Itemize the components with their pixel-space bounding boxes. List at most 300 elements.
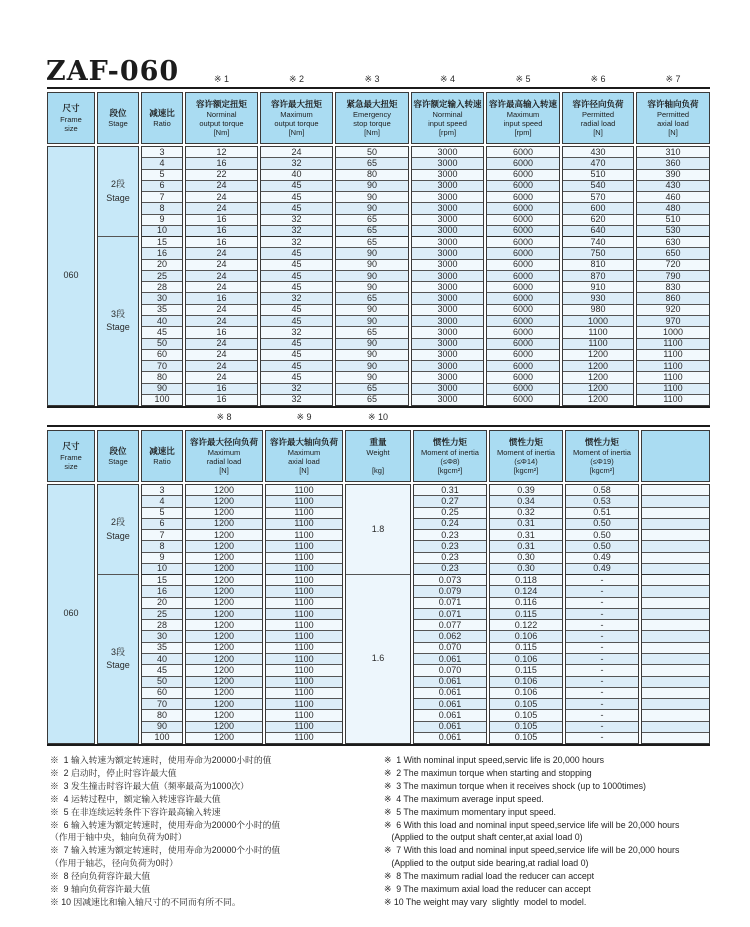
data-cell: 6000 bbox=[487, 214, 559, 225]
data-cell: 8 bbox=[142, 202, 182, 213]
frame-size-column bbox=[47, 484, 95, 744]
data-cell: 1200 bbox=[186, 563, 262, 574]
data-cell: 1100 bbox=[266, 485, 342, 495]
header-line: radial load bbox=[206, 457, 242, 467]
data-cell: 90 bbox=[336, 191, 408, 202]
data-cell: 28 bbox=[142, 281, 182, 292]
data-cell: 3000 bbox=[412, 304, 483, 315]
column-header bbox=[565, 430, 639, 482]
data-cell: 470 bbox=[563, 157, 633, 168]
data-cell: 24 bbox=[186, 338, 257, 349]
footnote-marker bbox=[97, 71, 139, 85]
footnotes-chinese: ※ 1 输入转速为额定转速时，使用寿命为20000小时的值 ※ 2 启动时，停止时容许最大值 ※ 3 发生撞击时容许最大值（频率最高为1000次） ※ 4 运转过程中，额定输入转速容许最大值 ※ 5 在非连续运转条件下容许最高输入转速 ※ 6 输入转速为额定转速时，使用寿命为20000个小时的值 （作用于轴中央，轴向负荷为0时） ※ 7 输入转速为额定转速时，使用寿命为20000个小时的值 （作用于轴芯，径向负荷为0时） ※ 8 径向负荷容许最大值 ※ 9 轴向负荷容许最大值 ※ 10 因减速比和输入轴尺寸的不同而有所不同。 bbox=[50, 755, 281, 907]
data-cell: 0.23 bbox=[414, 540, 486, 551]
data-cell: 1200 bbox=[186, 709, 262, 720]
data-cell: 1200 bbox=[186, 687, 262, 698]
data-cell: 45 bbox=[261, 259, 332, 270]
data-cell: 1200 bbox=[186, 574, 262, 585]
data-cell: 1100 bbox=[266, 619, 342, 630]
data-cell: 1100 bbox=[637, 338, 709, 349]
data-cell bbox=[642, 552, 709, 563]
data-cell bbox=[642, 721, 709, 732]
header-line: 减速比 bbox=[149, 445, 175, 456]
data-cell: 65 bbox=[336, 157, 408, 168]
footnote-marker bbox=[641, 409, 710, 423]
footnote-marker bbox=[141, 71, 183, 85]
data-cell: 32 bbox=[261, 383, 332, 394]
data-cell: 80 bbox=[142, 709, 182, 720]
data-cell: 0.071 bbox=[414, 608, 486, 619]
merged-cell-line: 1.8 bbox=[371, 523, 385, 534]
data-cell: - bbox=[566, 664, 638, 675]
data-cell: 24 bbox=[186, 349, 257, 360]
column-header bbox=[641, 430, 710, 482]
data-cell: 3000 bbox=[412, 326, 483, 337]
nominal-input-speed-column bbox=[411, 146, 484, 406]
header-line: Stage bbox=[108, 119, 128, 129]
data-cell: 24 bbox=[186, 281, 257, 292]
header-line: Emergency bbox=[353, 110, 391, 120]
data-cell: 16 bbox=[186, 236, 257, 247]
table-top-rule bbox=[47, 87, 710, 89]
data-cell: - bbox=[566, 653, 638, 664]
data-cell: 1100 bbox=[266, 574, 342, 585]
data-cell: 870 bbox=[563, 270, 633, 281]
data-cell: 0.115 bbox=[490, 664, 562, 675]
header-line: Frame bbox=[60, 452, 82, 462]
data-cell: 1200 bbox=[186, 540, 262, 551]
data-cell: 16 bbox=[142, 247, 182, 258]
column-header bbox=[141, 430, 183, 482]
data-cell: 0.079 bbox=[414, 585, 486, 596]
footnote-marker: ※ 10 bbox=[367, 412, 389, 422]
header-line: 紧急最大扭矩 bbox=[346, 98, 398, 109]
data-cell: 970 bbox=[637, 315, 709, 326]
data-cell: 6000 bbox=[487, 304, 559, 315]
header-line: [N] bbox=[299, 466, 309, 476]
data-cell: 45 bbox=[261, 270, 332, 281]
data-cell bbox=[642, 529, 709, 540]
empty-column bbox=[641, 484, 710, 744]
data-cell: 24 bbox=[186, 191, 257, 202]
data-cell: 0.27 bbox=[414, 495, 486, 506]
data-cell: 1100 bbox=[563, 338, 633, 349]
header-line: Moment of inertia bbox=[421, 448, 479, 458]
data-cell: 0.115 bbox=[490, 608, 562, 619]
data-cell: 100 bbox=[142, 394, 182, 405]
data-cell: 90 bbox=[336, 247, 408, 258]
data-cell: - bbox=[566, 676, 638, 687]
data-cell: 620 bbox=[563, 214, 633, 225]
data-cell: 1200 bbox=[563, 383, 633, 394]
data-cell: 1200 bbox=[186, 529, 262, 540]
data-cell: 0.32 bbox=[490, 507, 562, 518]
data-cell: 0.062 bbox=[414, 630, 486, 641]
data-cell: 1100 bbox=[637, 349, 709, 360]
data-cell: 90 bbox=[336, 371, 408, 382]
data-cell: 1100 bbox=[266, 552, 342, 563]
data-cell: 0.23 bbox=[414, 529, 486, 540]
data-cell: 3000 bbox=[412, 281, 483, 292]
data-cell: 1200 bbox=[186, 597, 262, 608]
data-cell: 25 bbox=[142, 608, 182, 619]
data-cell: 50 bbox=[336, 147, 408, 157]
header-line: 减速比 bbox=[149, 107, 175, 118]
data-cell: 1100 bbox=[266, 687, 342, 698]
data-cell: 980 bbox=[563, 304, 633, 315]
data-cell: - bbox=[566, 698, 638, 709]
data-cell: 0.106 bbox=[490, 653, 562, 664]
data-cell: 45 bbox=[142, 326, 182, 337]
data-cell: 24 bbox=[186, 247, 257, 258]
data-cell: 16 bbox=[142, 585, 182, 596]
data-cell: 1000 bbox=[637, 326, 709, 337]
data-cell: 1100 bbox=[266, 529, 342, 540]
data-cell: 1200 bbox=[186, 698, 262, 709]
table-marker-row bbox=[47, 409, 710, 423]
data-cell: 1100 bbox=[266, 630, 342, 641]
header-line: 尺寸 bbox=[62, 441, 80, 452]
data-cell: 510 bbox=[563, 169, 633, 180]
footnote-marker: ※ 9 bbox=[296, 412, 312, 422]
maximum-input-speed-column bbox=[486, 146, 560, 406]
header-line: radial load bbox=[580, 119, 616, 129]
header-line: 容许额定输入转速 bbox=[413, 98, 482, 109]
data-cell: 3000 bbox=[412, 360, 483, 371]
data-cell: 12 bbox=[186, 147, 257, 157]
stage-column bbox=[97, 484, 139, 744]
data-cell bbox=[642, 597, 709, 608]
header-line: output torque bbox=[199, 119, 244, 129]
data-cell: 1200 bbox=[186, 732, 262, 743]
data-cell: 3000 bbox=[412, 315, 483, 326]
table-header-row bbox=[47, 430, 710, 482]
header-line: [kg] bbox=[371, 466, 385, 476]
data-cell: 32 bbox=[261, 214, 332, 225]
data-cell: 6000 bbox=[487, 169, 559, 180]
data-cell: 1200 bbox=[186, 585, 262, 596]
header-line: [rpm] bbox=[438, 128, 457, 138]
header-line: 重量 bbox=[369, 436, 387, 447]
data-cell: 1000 bbox=[563, 315, 633, 326]
data-cell: 24 bbox=[186, 259, 257, 270]
data-cell: 90 bbox=[336, 349, 408, 360]
column-header bbox=[265, 430, 343, 482]
data-cell: 16 bbox=[186, 214, 257, 225]
merged-cell-line: 1.6 bbox=[371, 653, 385, 664]
data-cell: - bbox=[566, 574, 638, 585]
data-cell: 1200 bbox=[186, 619, 262, 630]
data-cell: 3000 bbox=[412, 292, 483, 303]
data-cell: 45 bbox=[261, 349, 332, 360]
header-line: Ratio bbox=[153, 457, 171, 467]
data-cell: 1100 bbox=[637, 360, 709, 371]
data-cell: 1200 bbox=[186, 642, 262, 653]
data-cell: 3000 bbox=[412, 383, 483, 394]
data-cell: 24 bbox=[186, 315, 257, 326]
data-cell: 3000 bbox=[412, 349, 483, 360]
data-cell: 480 bbox=[637, 202, 709, 213]
permitted-radial-load-column bbox=[562, 146, 634, 406]
header-line: Stage bbox=[108, 457, 128, 467]
data-cell: 0.49 bbox=[566, 552, 638, 563]
data-cell: 390 bbox=[637, 169, 709, 180]
data-cell bbox=[642, 540, 709, 551]
data-cell: 6000 bbox=[487, 157, 559, 168]
data-cell: 1100 bbox=[266, 653, 342, 664]
data-cell: 32 bbox=[261, 326, 332, 337]
data-cell: 65 bbox=[336, 292, 408, 303]
data-cell: 650 bbox=[637, 247, 709, 258]
header-line: 惯性力矩 bbox=[432, 436, 467, 447]
data-cell: 0.061 bbox=[414, 721, 486, 732]
data-cell: 45 bbox=[261, 191, 332, 202]
column-header bbox=[562, 92, 634, 144]
merged-cell-line: 060 bbox=[63, 608, 79, 619]
emergency-stop-torque-column bbox=[335, 146, 409, 406]
data-cell: - bbox=[566, 687, 638, 698]
data-cell: 920 bbox=[637, 304, 709, 315]
data-cell: 0.073 bbox=[414, 574, 486, 585]
data-cell: 6000 bbox=[487, 315, 559, 326]
header-line: 容许轴向负荷 bbox=[647, 98, 699, 109]
data-cell: 9 bbox=[142, 552, 182, 563]
data-cell: 1200 bbox=[186, 676, 262, 687]
data-cell: 6000 bbox=[487, 202, 559, 213]
data-cell: 90 bbox=[336, 338, 408, 349]
ratio-column bbox=[141, 146, 183, 406]
header-line: axial load bbox=[657, 119, 689, 129]
data-cell: 860 bbox=[637, 292, 709, 303]
table-bottom-rule bbox=[47, 406, 710, 408]
header-line: [kgcm²] bbox=[589, 466, 615, 476]
data-cell: 7 bbox=[142, 191, 182, 202]
footnote-marker: ※ 7 bbox=[665, 74, 681, 84]
header-line: 段位 bbox=[109, 107, 127, 118]
merged-cell-line: 060 bbox=[63, 270, 79, 281]
data-cell: 3000 bbox=[412, 191, 483, 202]
header-line: Moment of inertia bbox=[497, 448, 555, 458]
data-cell: 4 bbox=[142, 495, 182, 506]
header-line: [rpm] bbox=[514, 128, 532, 138]
maximum-radial-load-column bbox=[185, 484, 263, 744]
data-cell: 65 bbox=[336, 383, 408, 394]
data-cell: 6000 bbox=[487, 338, 559, 349]
data-cell: 24 bbox=[186, 371, 257, 382]
merged-cell bbox=[48, 485, 94, 743]
data-cell: 24 bbox=[186, 304, 257, 315]
data-cell: 45 bbox=[261, 180, 332, 191]
data-cell: 65 bbox=[336, 326, 408, 337]
data-cell: 0.24 bbox=[414, 518, 486, 529]
header-line: Maximum bbox=[280, 110, 313, 120]
data-cell: 45 bbox=[261, 371, 332, 382]
header-line: Maximum bbox=[506, 110, 540, 120]
data-cell: 5 bbox=[142, 169, 182, 180]
data-cell: 65 bbox=[336, 225, 408, 236]
footnote-marker bbox=[47, 71, 95, 85]
column-header bbox=[345, 430, 411, 482]
merged-cell-line: Stage bbox=[106, 192, 130, 203]
data-cell bbox=[642, 676, 709, 687]
data-cell: 1100 bbox=[266, 585, 342, 596]
data-cell: 0.070 bbox=[414, 642, 486, 653]
data-cell: 0.124 bbox=[490, 585, 562, 596]
data-cell: - bbox=[566, 721, 638, 732]
data-cell: - bbox=[566, 585, 638, 596]
merged-cell-line: Stage bbox=[106, 322, 130, 333]
data-cell: 45 bbox=[142, 664, 182, 675]
header-line: Moment of inertia bbox=[573, 448, 631, 458]
data-cell: 45 bbox=[261, 338, 332, 349]
data-cell: 3000 bbox=[412, 202, 483, 213]
data-cell: 8 bbox=[142, 540, 182, 551]
data-cell: 0.122 bbox=[490, 619, 562, 630]
data-cell: 0.31 bbox=[490, 518, 562, 529]
data-cell: 16 bbox=[186, 225, 257, 236]
data-cell: 430 bbox=[637, 180, 709, 191]
data-cell: 1200 bbox=[186, 721, 262, 732]
data-cell: 0.105 bbox=[490, 721, 562, 732]
data-cell: 750 bbox=[563, 247, 633, 258]
data-cell: 570 bbox=[563, 191, 633, 202]
data-cell: 3 bbox=[142, 485, 182, 495]
header-line: size bbox=[64, 123, 78, 133]
header-line: 容许最大径向负荷 bbox=[189, 436, 258, 447]
data-cell: 45 bbox=[261, 247, 332, 258]
data-cell bbox=[642, 585, 709, 596]
data-cell bbox=[642, 574, 709, 585]
data-cell: 630 bbox=[637, 236, 709, 247]
data-cell: 0.23 bbox=[414, 552, 486, 563]
data-cell: 24 bbox=[186, 202, 257, 213]
data-cell bbox=[642, 698, 709, 709]
data-cell: 1100 bbox=[266, 540, 342, 551]
data-cell: 10 bbox=[142, 563, 182, 574]
header-line: (≤Φ8) bbox=[440, 457, 460, 467]
merged-cell-line: 3段 bbox=[110, 646, 125, 657]
data-cell: 0.106 bbox=[490, 676, 562, 687]
nominal-output-torque-column bbox=[185, 146, 258, 406]
data-cell bbox=[642, 664, 709, 675]
data-cell: 1100 bbox=[266, 495, 342, 506]
data-cell: 0.30 bbox=[490, 563, 562, 574]
data-cell: 0.105 bbox=[490, 698, 562, 709]
data-cell: 3000 bbox=[412, 371, 483, 382]
data-cell: 3000 bbox=[412, 236, 483, 247]
data-cell bbox=[642, 653, 709, 664]
table-body-row bbox=[47, 484, 710, 744]
data-cell: 32 bbox=[261, 394, 332, 405]
data-cell: 28 bbox=[142, 619, 182, 630]
data-cell bbox=[642, 507, 709, 518]
data-cell: 20 bbox=[142, 259, 182, 270]
data-cell: 510 bbox=[637, 214, 709, 225]
data-cell: 32 bbox=[261, 236, 332, 247]
header-line: size bbox=[64, 461, 78, 471]
data-cell: 90 bbox=[336, 281, 408, 292]
column-header bbox=[97, 430, 139, 482]
data-cell: 40 bbox=[142, 653, 182, 664]
data-cell: 460 bbox=[637, 191, 709, 202]
data-cell: 0.31 bbox=[490, 529, 562, 540]
data-cell: 0.071 bbox=[414, 597, 486, 608]
header-line: 容许最大轴向负荷 bbox=[269, 436, 338, 447]
footnote-marker bbox=[565, 409, 639, 423]
data-cell: 24 bbox=[186, 360, 257, 371]
data-cell: 360 bbox=[637, 157, 709, 168]
column-header bbox=[413, 430, 487, 482]
header-line: (≤Φ19) bbox=[590, 457, 614, 467]
data-cell: 32 bbox=[261, 292, 332, 303]
column-header bbox=[47, 92, 95, 144]
header-line: output torque bbox=[274, 119, 319, 129]
maximum-axial-load-column bbox=[265, 484, 343, 744]
table-header-row bbox=[47, 92, 710, 144]
header-line: 惯性力矩 bbox=[584, 436, 619, 447]
header-line: [Nm] bbox=[288, 128, 305, 138]
data-cell: 50 bbox=[142, 338, 182, 349]
header-line: 容许额定扭矩 bbox=[195, 98, 247, 109]
data-cell: - bbox=[566, 619, 638, 630]
spec-table-torque-speed bbox=[47, 71, 710, 408]
data-cell: 1200 bbox=[563, 371, 633, 382]
header-line: Permitted bbox=[656, 110, 690, 120]
data-cell: 1200 bbox=[186, 653, 262, 664]
data-cell: 1200 bbox=[186, 608, 262, 619]
header-line: 容许最高输入转速 bbox=[488, 98, 557, 109]
header-line: [Nm] bbox=[364, 128, 380, 138]
data-cell: - bbox=[566, 597, 638, 608]
data-cell: 3000 bbox=[412, 338, 483, 349]
data-cell: 0.50 bbox=[566, 518, 638, 529]
data-cell: 1200 bbox=[563, 394, 633, 405]
data-cell: 6000 bbox=[487, 360, 559, 371]
data-cell: 1100 bbox=[266, 698, 342, 709]
data-cell: 1200 bbox=[186, 485, 262, 495]
data-cell: 45 bbox=[261, 281, 332, 292]
footnote-marker: ※ 5 bbox=[515, 74, 531, 84]
data-cell: 30 bbox=[142, 292, 182, 303]
header-line: Maximum bbox=[207, 448, 241, 458]
data-cell: 22 bbox=[186, 169, 257, 180]
data-cell: 4 bbox=[142, 157, 182, 168]
data-cell: 1100 bbox=[266, 732, 342, 743]
header-line: 容许最大扭矩 bbox=[270, 98, 322, 109]
data-cell: 810 bbox=[563, 259, 633, 270]
data-cell: 16 bbox=[186, 292, 257, 303]
data-cell: 600 bbox=[563, 202, 633, 213]
data-cell: 6000 bbox=[487, 247, 559, 258]
data-cell: 25 bbox=[142, 270, 182, 281]
merged-cell bbox=[98, 485, 138, 574]
data-cell: 1100 bbox=[266, 563, 342, 574]
merged-cell bbox=[98, 236, 138, 405]
data-cell: - bbox=[566, 608, 638, 619]
data-cell: 60 bbox=[142, 687, 182, 698]
header-line: 容许径向负荷 bbox=[572, 98, 624, 109]
data-cell: 32 bbox=[261, 225, 332, 236]
data-cell: 6000 bbox=[487, 180, 559, 191]
data-cell: 6000 bbox=[487, 191, 559, 202]
data-cell: - bbox=[566, 642, 638, 653]
data-cell: 6000 bbox=[487, 292, 559, 303]
data-cell: 65 bbox=[336, 394, 408, 405]
data-cell: 80 bbox=[336, 169, 408, 180]
data-cell: 1100 bbox=[563, 326, 633, 337]
header-line: Norminal bbox=[206, 110, 237, 120]
header-line: input speed bbox=[428, 119, 467, 129]
